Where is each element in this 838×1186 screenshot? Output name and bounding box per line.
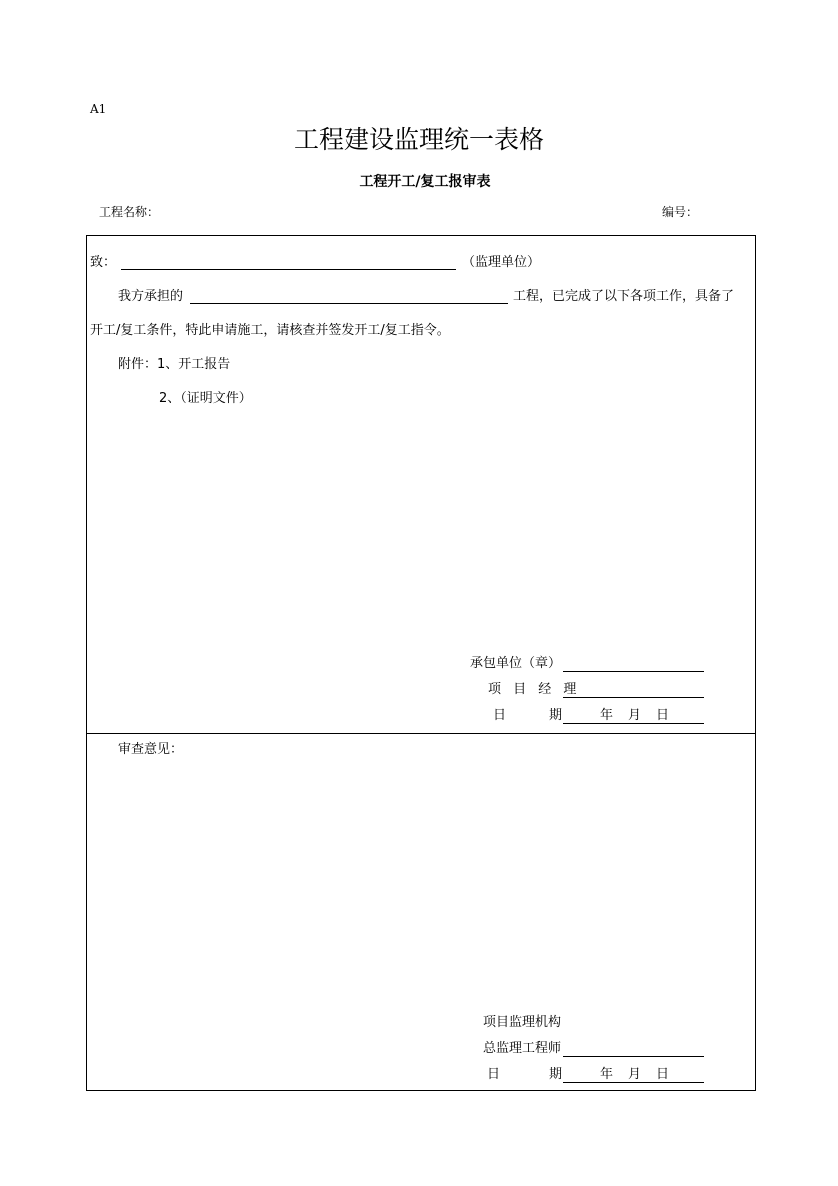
application-section	[86, 235, 756, 734]
year-label: 年	[600, 708, 614, 723]
date-line[interactable]	[563, 723, 704, 724]
attachment-2: 2、（证明文件）	[159, 391, 252, 406]
opinion-label: 审查意见：	[118, 742, 184, 757]
request-text: 开工/复工条件，特此申请施工，请核查并签发开工/复工指令。	[90, 323, 450, 338]
review-month-label: 月	[628, 1067, 642, 1082]
review-date-line[interactable]	[563, 1082, 704, 1083]
month-label: 月	[628, 708, 642, 723]
to-suffix: （监理单位）	[462, 255, 541, 270]
attachment-1: 附件：1、开工报告	[118, 357, 231, 372]
contractor-label: 承包单位（章）	[470, 656, 562, 671]
manager-line[interactable]	[563, 697, 704, 698]
number-label: 编号：	[662, 205, 699, 219]
form-code: A1	[90, 102, 107, 116]
chief-label: 总监理工程师	[483, 1041, 562, 1056]
project-name-line[interactable]	[190, 303, 508, 304]
review-day-label: 日	[656, 1067, 670, 1082]
project-name-label: 工程名称：	[99, 205, 160, 219]
date-label-1: 日	[493, 708, 507, 723]
org-label: 项目监理机构	[483, 1015, 562, 1030]
contractor-line[interactable]	[563, 671, 704, 672]
review-section	[86, 733, 756, 1091]
review-date-label-1: 日	[487, 1067, 501, 1082]
manager-label: 项 目 经 理	[488, 682, 581, 697]
supervision-unit-line[interactable]	[121, 269, 456, 270]
main-title: 工程建设监理统一表格	[293, 125, 544, 154]
chief-line[interactable]	[563, 1056, 704, 1057]
review-year-label: 年	[600, 1067, 614, 1082]
day-label: 日	[656, 708, 670, 723]
undertake-suffix: 工程，已完成了以下各项工作，具备了	[513, 289, 735, 304]
sub-title: 工程开工/复工报审表	[359, 174, 491, 190]
to-label: 致：	[90, 255, 117, 270]
undertake-prefix: 我方承担的	[118, 289, 184, 304]
review-date-label-2: 期	[549, 1067, 563, 1082]
date-label-2: 期	[549, 708, 563, 723]
